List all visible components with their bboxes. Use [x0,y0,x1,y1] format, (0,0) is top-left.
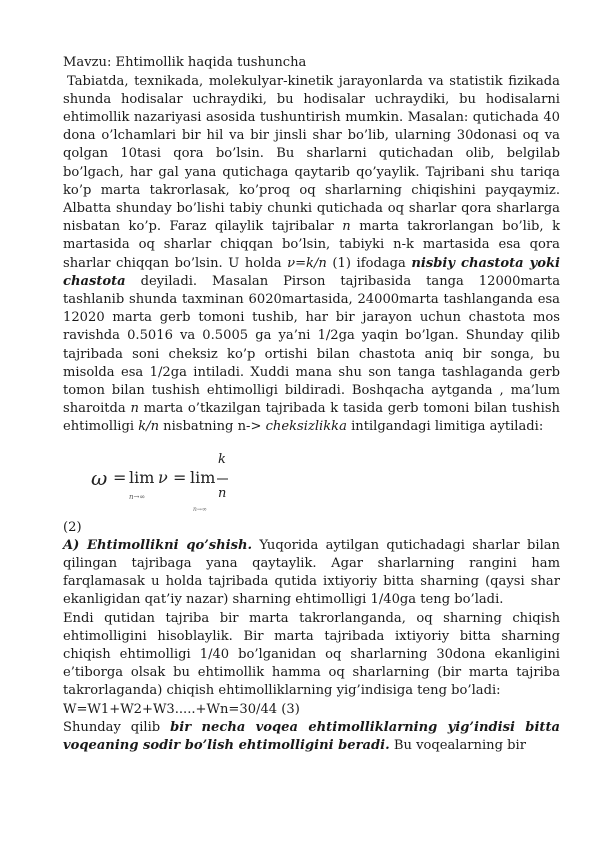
equation-3: W=W1+W2+W3.....+Wn=30/44 (3) [63,701,300,717]
paragraph-intro [63,73,560,437]
limit-sub-1: n→∞ [129,492,146,501]
intro-text-a: Tabiatda, texnikada, molekulyar-kinetik jarayonlarda va statistik fizikada shunda hodisalar uchraydiki, bu hodisalar uchraydiki, bu hodisalarni ehtimollik nazariyasi asosida tushuntirish mumkin. Masalan: qutichada 40 dona o’lchamlari bir hil va bir jinsli shar bo’lib, ularning 30donasi oq va qolgan 10tasi qora bo’lsin. Bu sharlarni qutichadan olib, belgilab bo’lgach, har gal yana qutichaga qaytarib qo’yaylik. Tajribani shu tariqa ko’p marta takrorlasak, ko’proq oq sharlarning chiqishini payqaymiz. Albatta shunday bo’lishi tabiy chunki qutichada oq sharlar qora sharlarga nisbatan ko’p. Faraz qilaylik tajribalar [63,73,560,235]
var-n: n [342,219,351,235]
intro-text-f: nisbatning n- [159,419,251,435]
paragraph-conclusion [63,719,560,755]
equals-1: = [113,467,127,487]
term-infinity: cheksizlikka [265,419,347,435]
addition-text: Yuqorida aytilgan qutichadagi sharlar bilan qilingan tajribaga yana qaytaylik. Agar sharlarning rangini ham farqlamasak u holda tajribada qutida ixtiyoriy bitta sharning (qaysi shar ekanligidan qat’iy nazar) sharning ehtimolligi 1/40ga teng bo’ladi. [63,537,560,608]
inline-formula: ν=k/n [287,255,327,271]
denominator-n: n [218,485,227,501]
limit-formula [63,437,560,519]
conclusion-bold: bir necha voqea ehtimolliklarning yig’indisi bitta voqeaning sodir bo’lish ehtimolligini beradi. [63,719,560,753]
var-n-2: n [130,401,139,417]
paragraph-calculation: Endi qutidan tajriba bir marta takrorlanganda, oq sharning chiqish ehtimolligini hisoblaylik. Bir marta tajribada ixtiyoriy bitta sharning chiqish ehtimolligi 1/40 bo’lganidan oq sharlarning 30dona ekanligini e’tiborga olsak bu ehtimollik hamma oq sharlarning (bir marta tajriba takrorlaganda) chiqish ehtimolliklarning yig’indisiga teng bo’ladi: [63,610,560,699]
intro-text-h: intilgandagi limitiga aytiladi: [346,419,544,435]
equation-number: (2) [63,519,82,535]
equals-2: = [173,467,187,487]
intro-text-e: marta o’tkazilgan tajribada k tasida gerb tomoni bilan tushish ehtimolligi [63,401,560,435]
conclusion-text-a: Shunday qilib [63,719,171,735]
section-heading-addition: A) Ehtimollikni qo’shish. [63,537,253,553]
nu-symbol: ν [158,467,168,487]
intro-text-c: (1) ifodaga [326,255,412,271]
numerator-k: k [218,451,226,467]
intro-text-d: deyiladi. Masalan Pirson tajribasida tanga 12000marta tashlanib shunda taxminan 6020martasida, 24000marta tashlanganda esa 12020 marta gerb tomoni tushib, har bir jarayon uchun chastota mos ravishda 0.5016 va 0.5005 ga ya’ni 1/2ga yaqin bo’lgan. Shunday qilib tajribada soni cheksiz ko’p ortishi bilan chastota aniq bir songa, bu misolda esa 1/2ga intiladi. Xuddi mana shu son tanga tashlaganda gerb tomon bilan tushish ehtimolligi bildiradi. Boshqacha aytganda , ma’lum sharoitda [63,273,560,417]
term-relative-frequency: nisbiy chastota yoki chastota [63,255,560,289]
lim-2: lim [190,467,216,487]
intro-text-b: marta takrorlangan bo’lib, k martasida oq sharlar chiqqan bo’lsin, tabiyki n-k martasida esa qora sharlar chiqqan bo’lsin. U holda [63,219,560,271]
limit-formula-image [87,439,257,517]
arrow-symbol: > [250,419,262,435]
document-page [63,54,560,755]
conclusion-text-b: Bu voqealarning bir [389,738,526,753]
ratio-kn: k/n [138,419,160,435]
paragraph-addition [63,537,560,610]
limit-sub-2: n→∞ [193,505,207,513]
lim-1: lim [129,467,155,487]
omega-symbol: ω [91,465,108,490]
document-title: Mavzu: Ehtimollik haqida tushuncha [63,55,307,70]
